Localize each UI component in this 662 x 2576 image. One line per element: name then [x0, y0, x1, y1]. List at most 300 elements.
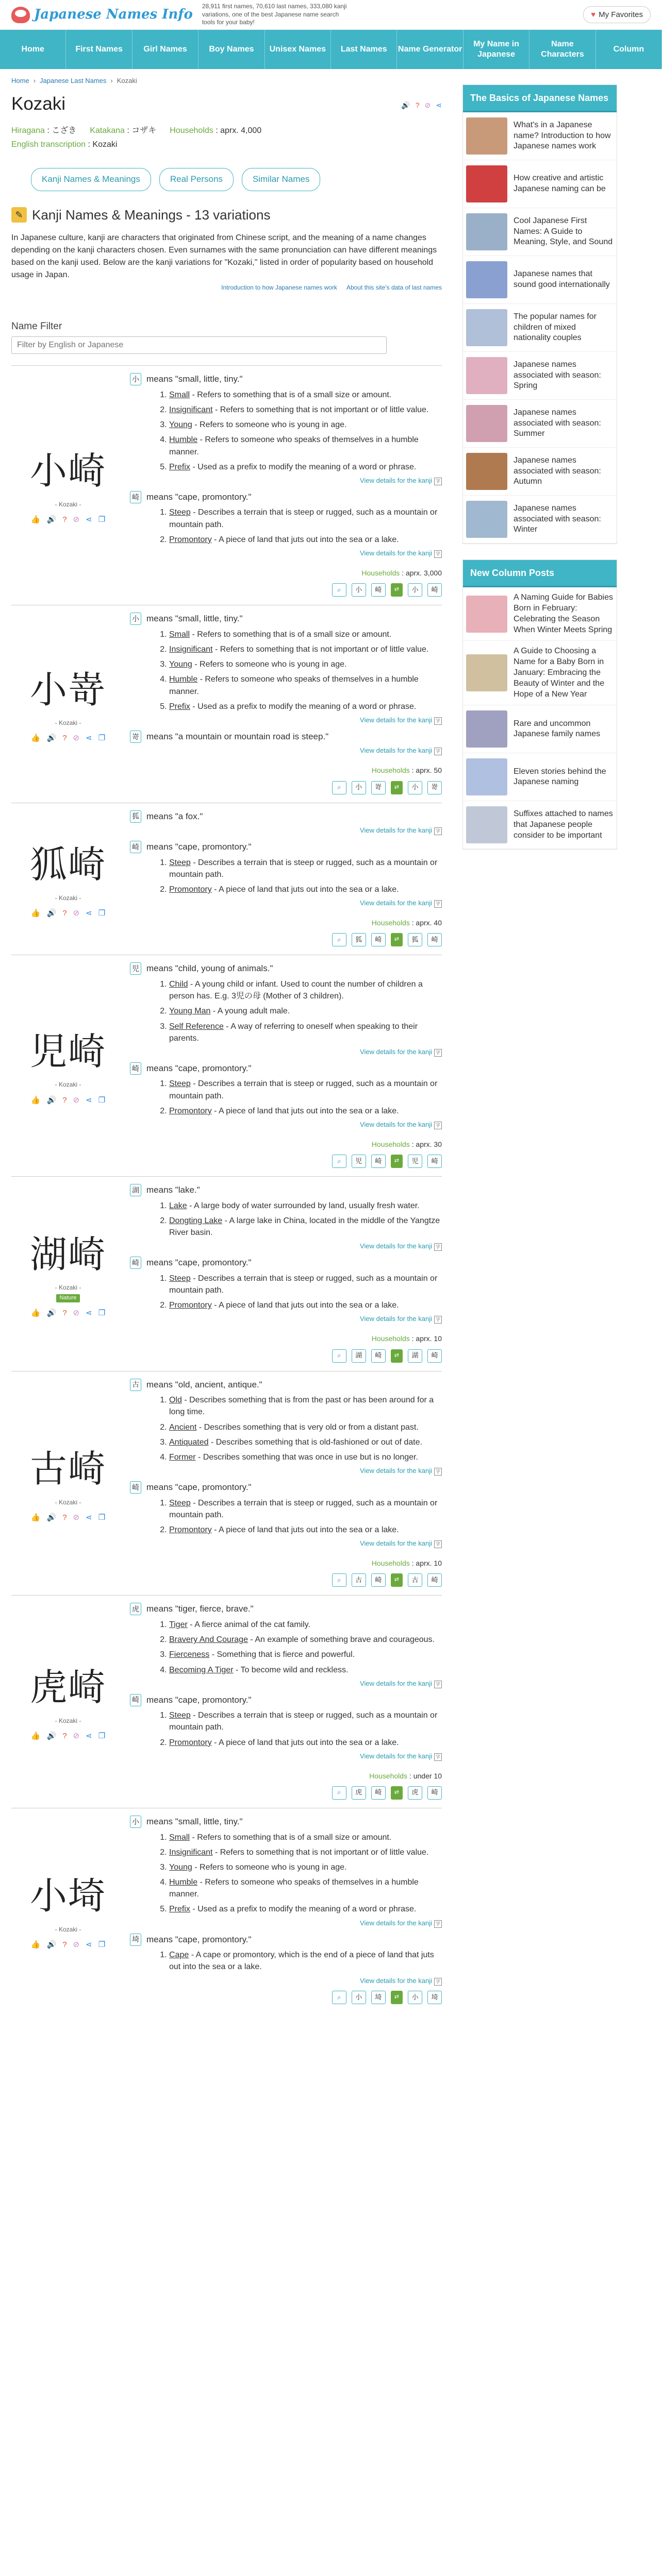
meaning-item: 1. Cape - A cape or promontory, which is the end of a piece of land that juts out into the sea or a lake.: [169, 1949, 442, 1973]
copy-icon[interactable]: ❐: [98, 1513, 106, 1522]
sidebar-item[interactable]: [463, 112, 617, 160]
view-details-text: View details for the kanji: [360, 1976, 432, 1985]
meaning-term[interactable]: Tiger: [169, 1620, 188, 1629]
meaning-term[interactable]: Young: [169, 660, 192, 669]
kanji-char[interactable]: 児: [130, 962, 141, 975]
kanji-link[interactable]: 崎: [371, 1786, 386, 1800]
kanji-char[interactable]: 狐: [130, 810, 141, 823]
translate-icon[interactable]: ⇄: [391, 1991, 403, 2004]
copy-icon[interactable]: ❐: [98, 909, 106, 918]
like-icon[interactable]: 👍: [30, 1309, 41, 1318]
sidebar-item[interactable]: [463, 448, 617, 496]
meaning-term[interactable]: Antiquated: [169, 1437, 209, 1447]
kanji-details: [125, 1816, 442, 2004]
view-details-link[interactable]: [130, 549, 442, 558]
sidebar-item[interactable]: [463, 352, 617, 400]
households-value: under 10: [413, 1771, 442, 1780]
view-details-link[interactable]: [130, 1976, 442, 1986]
kanji-char[interactable]: 崎: [130, 1694, 141, 1706]
meaning-term[interactable]: Becoming A Tiger: [169, 1665, 234, 1674]
meaning-term[interactable]: Steep: [169, 1711, 191, 1720]
sound-icon[interactable]: 🔊: [46, 1940, 57, 1950]
like-icon[interactable]: 👍: [30, 515, 41, 524]
section-title: Kanji Names & Meanings - 13 variations: [32, 207, 271, 223]
meaning-term[interactable]: Promontory: [169, 1301, 212, 1310]
share-icon[interactable]: ⋖: [86, 734, 92, 743]
thumbnail-image: [466, 758, 507, 795]
kanji-details: [125, 810, 442, 947]
meaning-term[interactable]: Promontory: [169, 1106, 212, 1115]
nav-item[interactable]: Column: [596, 30, 662, 69]
translate-icon[interactable]: ⇄: [391, 781, 403, 794]
sound-icon[interactable]: 🔊: [46, 909, 57, 918]
kanji-link[interactable]: 狐: [352, 933, 366, 946]
kanji-meaning: means "a mountain or mountain road is steep.": [146, 731, 329, 741]
share-icon[interactable]: ⋖: [86, 1513, 92, 1522]
share-icon[interactable]: ⋖: [86, 1940, 92, 1950]
translate-icon[interactable]: ⇄: [391, 1786, 403, 1800]
translate-icon[interactable]: ⇄: [391, 1155, 403, 1168]
view-details-link[interactable]: [130, 1120, 442, 1130]
kanji-char[interactable]: 崎: [130, 1257, 141, 1269]
meaning-term[interactable]: Young Man: [169, 1007, 211, 1016]
copy-icon[interactable]: ❐: [98, 1309, 106, 1318]
kanji-link[interactable]: 崎: [427, 933, 442, 946]
meaning-desc: A piece of land that juts out into the sea or a lake.: [219, 1301, 399, 1310]
meaning-term[interactable]: Promontory: [169, 1526, 212, 1534]
sidebar-item[interactable]: [463, 496, 617, 544]
breadcrumb-sep-icon: ›: [33, 77, 36, 84]
sidebar-item[interactable]: [463, 256, 617, 304]
kanji-link[interactable]: 小: [408, 583, 422, 597]
sound-icon[interactable]: 🔊: [46, 515, 57, 524]
nav-item[interactable]: Girl Names: [133, 30, 198, 69]
kanji-link[interactable]: 狐: [408, 933, 422, 946]
nav-item[interactable]: Unisex Names: [265, 30, 331, 69]
thumbnail-image: [466, 165, 507, 202]
search-icon[interactable]: ⌕: [332, 1349, 346, 1363]
kanji-actions: [31, 908, 105, 919]
sidebar-item[interactable]: [463, 400, 617, 448]
search-icon[interactable]: ⌕: [332, 1786, 346, 1800]
view-details-link[interactable]: [130, 1539, 442, 1549]
kanji-heading: [130, 491, 442, 504]
meaning-desc: Describes a terrain that is steep or rugged, such as a mountain or mountain path.: [169, 1079, 438, 1100]
meaning-term[interactable]: Steep: [169, 1498, 191, 1507]
kanji-meaning: means "cape, promontory.": [146, 842, 252, 852]
kanji-char[interactable]: 崎: [130, 491, 141, 503]
share-icon[interactable]: ⋖: [436, 100, 442, 109]
view-details-text: View details for the kanji: [360, 1121, 432, 1129]
meaning-item: 2. Promontory - A piece of land that juts out into the sea or a lake.: [169, 884, 442, 895]
copy-icon[interactable]: ❐: [98, 1940, 106, 1950]
question-icon[interactable]: ?: [415, 100, 420, 109]
households-value: aprx. 3,000: [405, 568, 442, 577]
variation-row: [11, 1808, 442, 2012]
meaning-item: 3. Young - Refers to someone who is young in age.: [169, 1861, 442, 1873]
translate-icon[interactable]: ⇄: [391, 583, 403, 597]
meaning-term[interactable]: Small: [169, 630, 190, 639]
question-icon[interactable]: ?: [62, 1513, 67, 1522]
meaning-term[interactable]: Prefix: [169, 702, 190, 711]
kanji-link[interactable]: 小: [352, 781, 366, 794]
sidebar-item[interactable]: [463, 753, 617, 801]
meaning-term[interactable]: Child: [169, 980, 188, 989]
kanji-actions: [31, 1308, 105, 1319]
kanji-char[interactable]: 崎: [130, 841, 141, 853]
kanji-char[interactable]: 虎: [130, 1603, 141, 1615]
variation-row: [11, 365, 442, 605]
similar-names-button[interactable]: Similar Names: [242, 168, 321, 191]
kanji-column: [11, 1816, 125, 2004]
sidebar-item[interactable]: [463, 705, 617, 753]
households-count: Households : aprx. 30: [371, 1140, 442, 1148]
kanji-link[interactable]: 児: [352, 1155, 366, 1168]
kanji-link[interactable]: 小: [352, 1991, 366, 2004]
sound-icon[interactable]: 🔊: [401, 100, 410, 109]
meaning-desc: Refers to someone who speaks of themselves in a humble manner.: [169, 435, 419, 456]
search-icon[interactable]: ⌕: [332, 1991, 346, 2004]
like-icon[interactable]: 👍: [30, 909, 41, 918]
kanji-column: [11, 962, 125, 1168]
meaning-term[interactable]: Small: [169, 390, 190, 399]
meaning-term[interactable]: Steep: [169, 858, 191, 867]
kanji-meanings-button[interactable]: Kanji Names & Meanings: [31, 168, 151, 191]
kanji-link[interactable]: 崎: [427, 583, 442, 597]
meaning-term[interactable]: Humble: [169, 1878, 198, 1887]
meaning-item: 4. Becoming A Tiger - To become wild and reckless.: [169, 1664, 442, 1676]
kanji-heading: [130, 1934, 442, 1946]
kanji-link[interactable]: 児: [408, 1155, 422, 1168]
meaning-term[interactable]: Steep: [169, 1274, 191, 1283]
meaning-term[interactable]: Self Reference: [169, 1022, 224, 1031]
question-icon[interactable]: ?: [62, 1940, 67, 1950]
question-icon[interactable]: ?: [62, 1309, 67, 1318]
question-icon[interactable]: ?: [62, 734, 67, 743]
kanji-roman: - Kozaki -: [55, 1925, 81, 1933]
like-icon[interactable]: 👍: [30, 1513, 41, 1522]
like-icon[interactable]: 👍: [30, 1732, 41, 1741]
kanji-link[interactable]: 崎: [371, 933, 386, 946]
breadcrumb-last-names[interactable]: Japanese Last Names: [40, 77, 107, 84]
share-icon[interactable]: ⋖: [86, 1095, 92, 1105]
meaning-item: 1. Tiger - A fierce animal of the cat family.: [169, 1619, 442, 1631]
meaning-term[interactable]: Young: [169, 1862, 192, 1872]
meaning-term[interactable]: Small: [169, 1833, 190, 1842]
nav-item[interactable]: Last Names: [331, 30, 397, 69]
kanji-block: [130, 1481, 442, 1549]
view-details-link[interactable]: [130, 1314, 442, 1324]
sound-icon[interactable]: 🔊: [46, 734, 57, 743]
view-details-link[interactable]: [130, 716, 442, 725]
hide-icon[interactable]: ⊘: [424, 100, 431, 109]
kanji-link[interactable]: 崎: [427, 1573, 442, 1587]
kanji-link[interactable]: 湖: [408, 1349, 422, 1363]
site-logo[interactable]: [11, 5, 193, 25]
hide-icon[interactable]: ⊘: [73, 1095, 80, 1105]
kanji-link[interactable]: 崎: [371, 1573, 386, 1587]
kanji-tag-icon: 字: [434, 1316, 442, 1324]
meaning-desc: A piece of land that juts out into the sea or a lake.: [219, 1738, 399, 1747]
households-label: Households: [371, 1334, 410, 1343]
sound-icon[interactable]: 🔊: [46, 1732, 57, 1741]
like-icon[interactable]: 👍: [30, 1940, 41, 1950]
view-details-link[interactable]: [130, 746, 442, 756]
kanji-heading: [130, 1062, 442, 1075]
kanji-link[interactable]: 虎: [408, 1786, 422, 1800]
kanji-link[interactable]: 小: [408, 781, 422, 794]
kanji-block: [130, 1694, 442, 1761]
question-icon[interactable]: ?: [62, 1732, 67, 1741]
kanji-tag-icon: 字: [434, 478, 442, 485]
meaning-term[interactable]: Dongting Lake: [169, 1216, 223, 1225]
kanji-link[interactable]: 崎: [371, 1155, 386, 1168]
hide-icon[interactable]: ⊘: [73, 909, 80, 918]
view-details-link[interactable]: [130, 1919, 442, 1928]
meaning-term[interactable]: Bravery And Courage: [169, 1635, 248, 1645]
sidebar-item[interactable]: [463, 587, 617, 641]
meaning-item: 4. Humble - Refers to someone who speaks of themselves in a humble manner.: [169, 1876, 442, 1900]
view-details-link[interactable]: [130, 1242, 442, 1251]
kanji-char[interactable]: 古: [130, 1379, 141, 1391]
variation-tools: [130, 583, 442, 597]
kanji-char[interactable]: 湖: [130, 1184, 141, 1196]
meaning-desc: A piece of land that juts out into the sea or a lake.: [219, 885, 399, 894]
meaning-desc: A young child or infant. Used to count the number of children a person has. E.g. 3児の母 (Mother of 3 children).: [169, 980, 423, 1001]
column-box: [462, 560, 617, 850]
kanji-block: [130, 1257, 442, 1324]
kanji-link[interactable]: 崎: [371, 1349, 386, 1363]
kanji-link[interactable]: 埼: [427, 1991, 442, 2004]
meaning-desc: Refers to someone who is young in age.: [200, 420, 347, 430]
meaning-desc: Describes something that is from the past or has been around for a long time.: [169, 1396, 434, 1417]
meaning-list: [130, 1078, 442, 1117]
hide-icon[interactable]: ⊘: [73, 1732, 80, 1741]
kanji-link[interactable]: 崎: [427, 1786, 442, 1800]
copy-icon[interactable]: ❐: [98, 734, 106, 743]
sidebar-item-title: A Naming Guide for Babies Born in February: Celebrating the Season When Winter Meets Spring: [514, 593, 613, 634]
view-details-link[interactable]: [130, 1466, 442, 1476]
question-icon[interactable]: ?: [62, 1095, 67, 1105]
breadcrumb: [11, 69, 442, 91]
kanji-block: [130, 1379, 442, 1476]
variation-list: [11, 365, 442, 2012]
meaning-term[interactable]: Ancient: [169, 1422, 197, 1432]
kanji-link[interactable]: 嵜: [371, 781, 386, 794]
kanji-link[interactable]: 崎: [427, 1155, 442, 1168]
meaning-list: [130, 1832, 442, 1916]
question-icon[interactable]: ?: [62, 515, 67, 524]
nav-item[interactable]: My Name in Japanese: [464, 30, 529, 69]
meaning-term[interactable]: Prefix: [169, 1905, 190, 1914]
kanji-actions: [31, 1939, 105, 1951]
sidebar-item[interactable]: [463, 304, 617, 352]
kanji-link[interactable]: 埼: [371, 1991, 386, 2004]
search-icon[interactable]: ⌕: [332, 583, 346, 597]
meaning-item: 2. Promontory - A piece of land that juts out into the sea or a lake.: [169, 1299, 442, 1311]
meaning-list: [130, 857, 442, 896]
kanji-link[interactable]: 虎: [352, 1786, 366, 1800]
kanji-char[interactable]: 崎: [130, 1062, 141, 1075]
meaning-item: 4. Former - Describes something that was once in use but is no longer.: [169, 1451, 442, 1463]
sidebar-item[interactable]: [463, 208, 617, 256]
kanji-char[interactable]: 小: [130, 1816, 141, 1828]
meaning-item: 3. Young - Refers to someone who is young in age.: [169, 419, 442, 431]
households-value: aprx. 4,000: [220, 126, 262, 135]
hide-icon[interactable]: ⊘: [73, 1309, 80, 1318]
thumbnail-image: [466, 213, 507, 250]
sidebar-item-title: Japanese names associated with season: Winter: [514, 503, 601, 534]
meaning-list: [130, 1394, 442, 1463]
view-details-text: View details for the kanji: [360, 747, 432, 755]
like-icon[interactable]: 👍: [30, 1095, 41, 1105]
meaning-term[interactable]: Promontory: [169, 1738, 212, 1747]
column-list: [463, 587, 617, 849]
kanji-char[interactable]: 小: [130, 373, 141, 385]
copy-icon[interactable]: ❐: [98, 1095, 106, 1105]
hide-icon[interactable]: ⊘: [73, 1513, 80, 1522]
sound-icon[interactable]: 🔊: [46, 1309, 57, 1318]
kanji-char[interactable]: 小: [130, 613, 141, 625]
kanji-link[interactable]: 小: [352, 583, 366, 597]
kanji-char[interactable]: 嵜: [130, 731, 141, 743]
kanji-link[interactable]: 湖: [352, 1349, 366, 1363]
kanji-char[interactable]: 埼: [130, 1934, 141, 1946]
real-persons-button[interactable]: Real Persons: [159, 168, 234, 191]
kanji-column: [11, 1184, 125, 1362]
meaning-term[interactable]: Fierceness: [169, 1650, 210, 1659]
share-icon[interactable]: ⋖: [86, 1732, 92, 1741]
sidebar-item[interactable]: [463, 801, 617, 849]
heart-icon: ♥: [591, 10, 596, 19]
nav-item[interactable]: Name Characters: [529, 30, 595, 69]
translate-icon[interactable]: ⇄: [391, 1573, 403, 1587]
kanji-meaning: means "lake.": [146, 1185, 200, 1195]
view-details-link[interactable]: [130, 826, 442, 836]
meaning-term[interactable]: Insignificant: [169, 1848, 213, 1857]
hide-icon[interactable]: ⊘: [73, 1940, 80, 1950]
meaning-term[interactable]: Prefix: [169, 462, 190, 471]
meaning-term[interactable]: Cape: [169, 1951, 189, 1960]
kanji-meaning: means "child, young of animals.": [146, 963, 273, 974]
question-icon[interactable]: ?: [62, 909, 67, 918]
kanji-char[interactable]: 崎: [130, 1481, 141, 1494]
kanji-name: 児崎: [29, 1030, 106, 1074]
breadcrumb-home[interactable]: Home: [11, 77, 29, 84]
kanji-meaning: means "small, little, tiny.": [146, 374, 243, 384]
meaning-term[interactable]: Humble: [169, 435, 198, 445]
kanji-column: [11, 1379, 125, 1587]
translate-icon[interactable]: ⇄: [391, 933, 403, 946]
sidebar-item[interactable]: [463, 160, 617, 208]
meaning-term[interactable]: Lake: [169, 1201, 187, 1210]
nav-item[interactable]: Name Generator: [397, 30, 463, 69]
view-details-link[interactable]: [130, 1047, 442, 1057]
meaning-desc: Describes something that is very old or from a distant past.: [204, 1422, 419, 1432]
variation-tools: [130, 1349, 442, 1363]
kanji-tag-icon: 字: [434, 1753, 442, 1761]
kanji-heading: [130, 1379, 442, 1392]
copy-icon[interactable]: ❐: [98, 1732, 106, 1741]
share-icon[interactable]: ⋖: [86, 515, 92, 524]
meaning-term[interactable]: Humble: [169, 675, 198, 684]
view-details-link[interactable]: [130, 1752, 442, 1761]
sound-icon[interactable]: 🔊: [46, 1513, 57, 1522]
like-icon[interactable]: 👍: [30, 734, 41, 743]
meaning-term[interactable]: Former: [169, 1452, 196, 1462]
filter-input[interactable]: [11, 336, 387, 354]
meaning-list: [130, 1200, 442, 1239]
translate-icon[interactable]: ⇄: [391, 1349, 403, 1363]
nav-item[interactable]: First Names: [66, 30, 132, 69]
kanji-link[interactable]: 崎: [427, 1349, 442, 1363]
meaning-term[interactable]: Steep: [169, 1079, 191, 1089]
view-details-link[interactable]: [130, 899, 442, 908]
kanji-link[interactable]: 崎: [371, 583, 386, 597]
english-label: English transcription: [11, 140, 86, 149]
favorites-label: My Favorites: [599, 10, 643, 19]
favorites-button[interactable]: [583, 6, 651, 24]
kanji-roman: - Kozaki -: [55, 1717, 81, 1724]
nav-item[interactable]: Boy Names: [198, 30, 264, 69]
column-heading: New Column Posts: [463, 560, 617, 587]
meaning-term[interactable]: Steep: [169, 508, 191, 517]
kanji-block: [130, 373, 442, 486]
view-details-link[interactable]: [130, 1679, 442, 1689]
data-link[interactable]: About this site's data of last names: [346, 284, 442, 292]
kanji-block: [130, 1062, 442, 1130]
search-icon[interactable]: ⌕: [332, 933, 346, 946]
meaning-desc: Describes something that was once in use but is no longer.: [203, 1452, 418, 1462]
copy-icon[interactable]: ❐: [98, 515, 106, 524]
meaning-list: [130, 389, 442, 473]
meaning-term[interactable]: Old: [169, 1396, 182, 1405]
kanji-link[interactable]: 古: [408, 1573, 422, 1587]
sound-icon[interactable]: 🔊: [46, 1095, 57, 1105]
meaning-term[interactable]: Insignificant: [169, 405, 213, 415]
meaning-term[interactable]: Promontory: [169, 535, 212, 544]
intro-link[interactable]: Introduction to how Japanese names work: [221, 284, 337, 292]
meaning-term[interactable]: Promontory: [169, 885, 212, 894]
meaning-term[interactable]: Insignificant: [169, 645, 213, 654]
kanji-link[interactable]: 嵜: [427, 781, 442, 794]
thumbnail-image: [466, 806, 507, 843]
kanji-meaning: means "cape, promontory.": [146, 492, 252, 502]
meaning-desc: An example of something brave and courageous.: [255, 1635, 435, 1645]
meaning-item: 3. Self Reference - A way of referring to oneself when speaking to their parents.: [169, 1021, 442, 1044]
view-details-text: View details for the kanji: [360, 549, 432, 557]
kanji-link[interactable]: 小: [408, 1991, 422, 2004]
search-icon[interactable]: ⌕: [332, 1155, 346, 1168]
kanji-tag-icon: 字: [434, 1122, 442, 1129]
kanji-column: [11, 1603, 125, 1800]
meaning-list: [130, 1619, 442, 1676]
kanji-link[interactable]: 古: [352, 1573, 366, 1587]
search-icon[interactable]: ⌕: [332, 1573, 346, 1587]
hide-icon[interactable]: ⊘: [73, 734, 80, 743]
nav-item[interactable]: Home: [0, 30, 66, 69]
thumbnail-image: [466, 654, 507, 691]
meaning-desc: A piece of land that juts out into the sea or a lake.: [219, 535, 399, 544]
view-details-link[interactable]: [130, 476, 442, 486]
sidebar-item[interactable]: [463, 641, 617, 705]
share-icon[interactable]: ⋖: [86, 1309, 92, 1318]
meaning-desc: Used as a prefix to modify the meaning of a word or phrase.: [197, 1905, 417, 1914]
meaning-term[interactable]: Young: [169, 420, 192, 430]
hide-icon[interactable]: ⊘: [73, 515, 80, 524]
share-icon[interactable]: ⋖: [86, 909, 92, 918]
search-icon[interactable]: ⌕: [332, 781, 346, 794]
